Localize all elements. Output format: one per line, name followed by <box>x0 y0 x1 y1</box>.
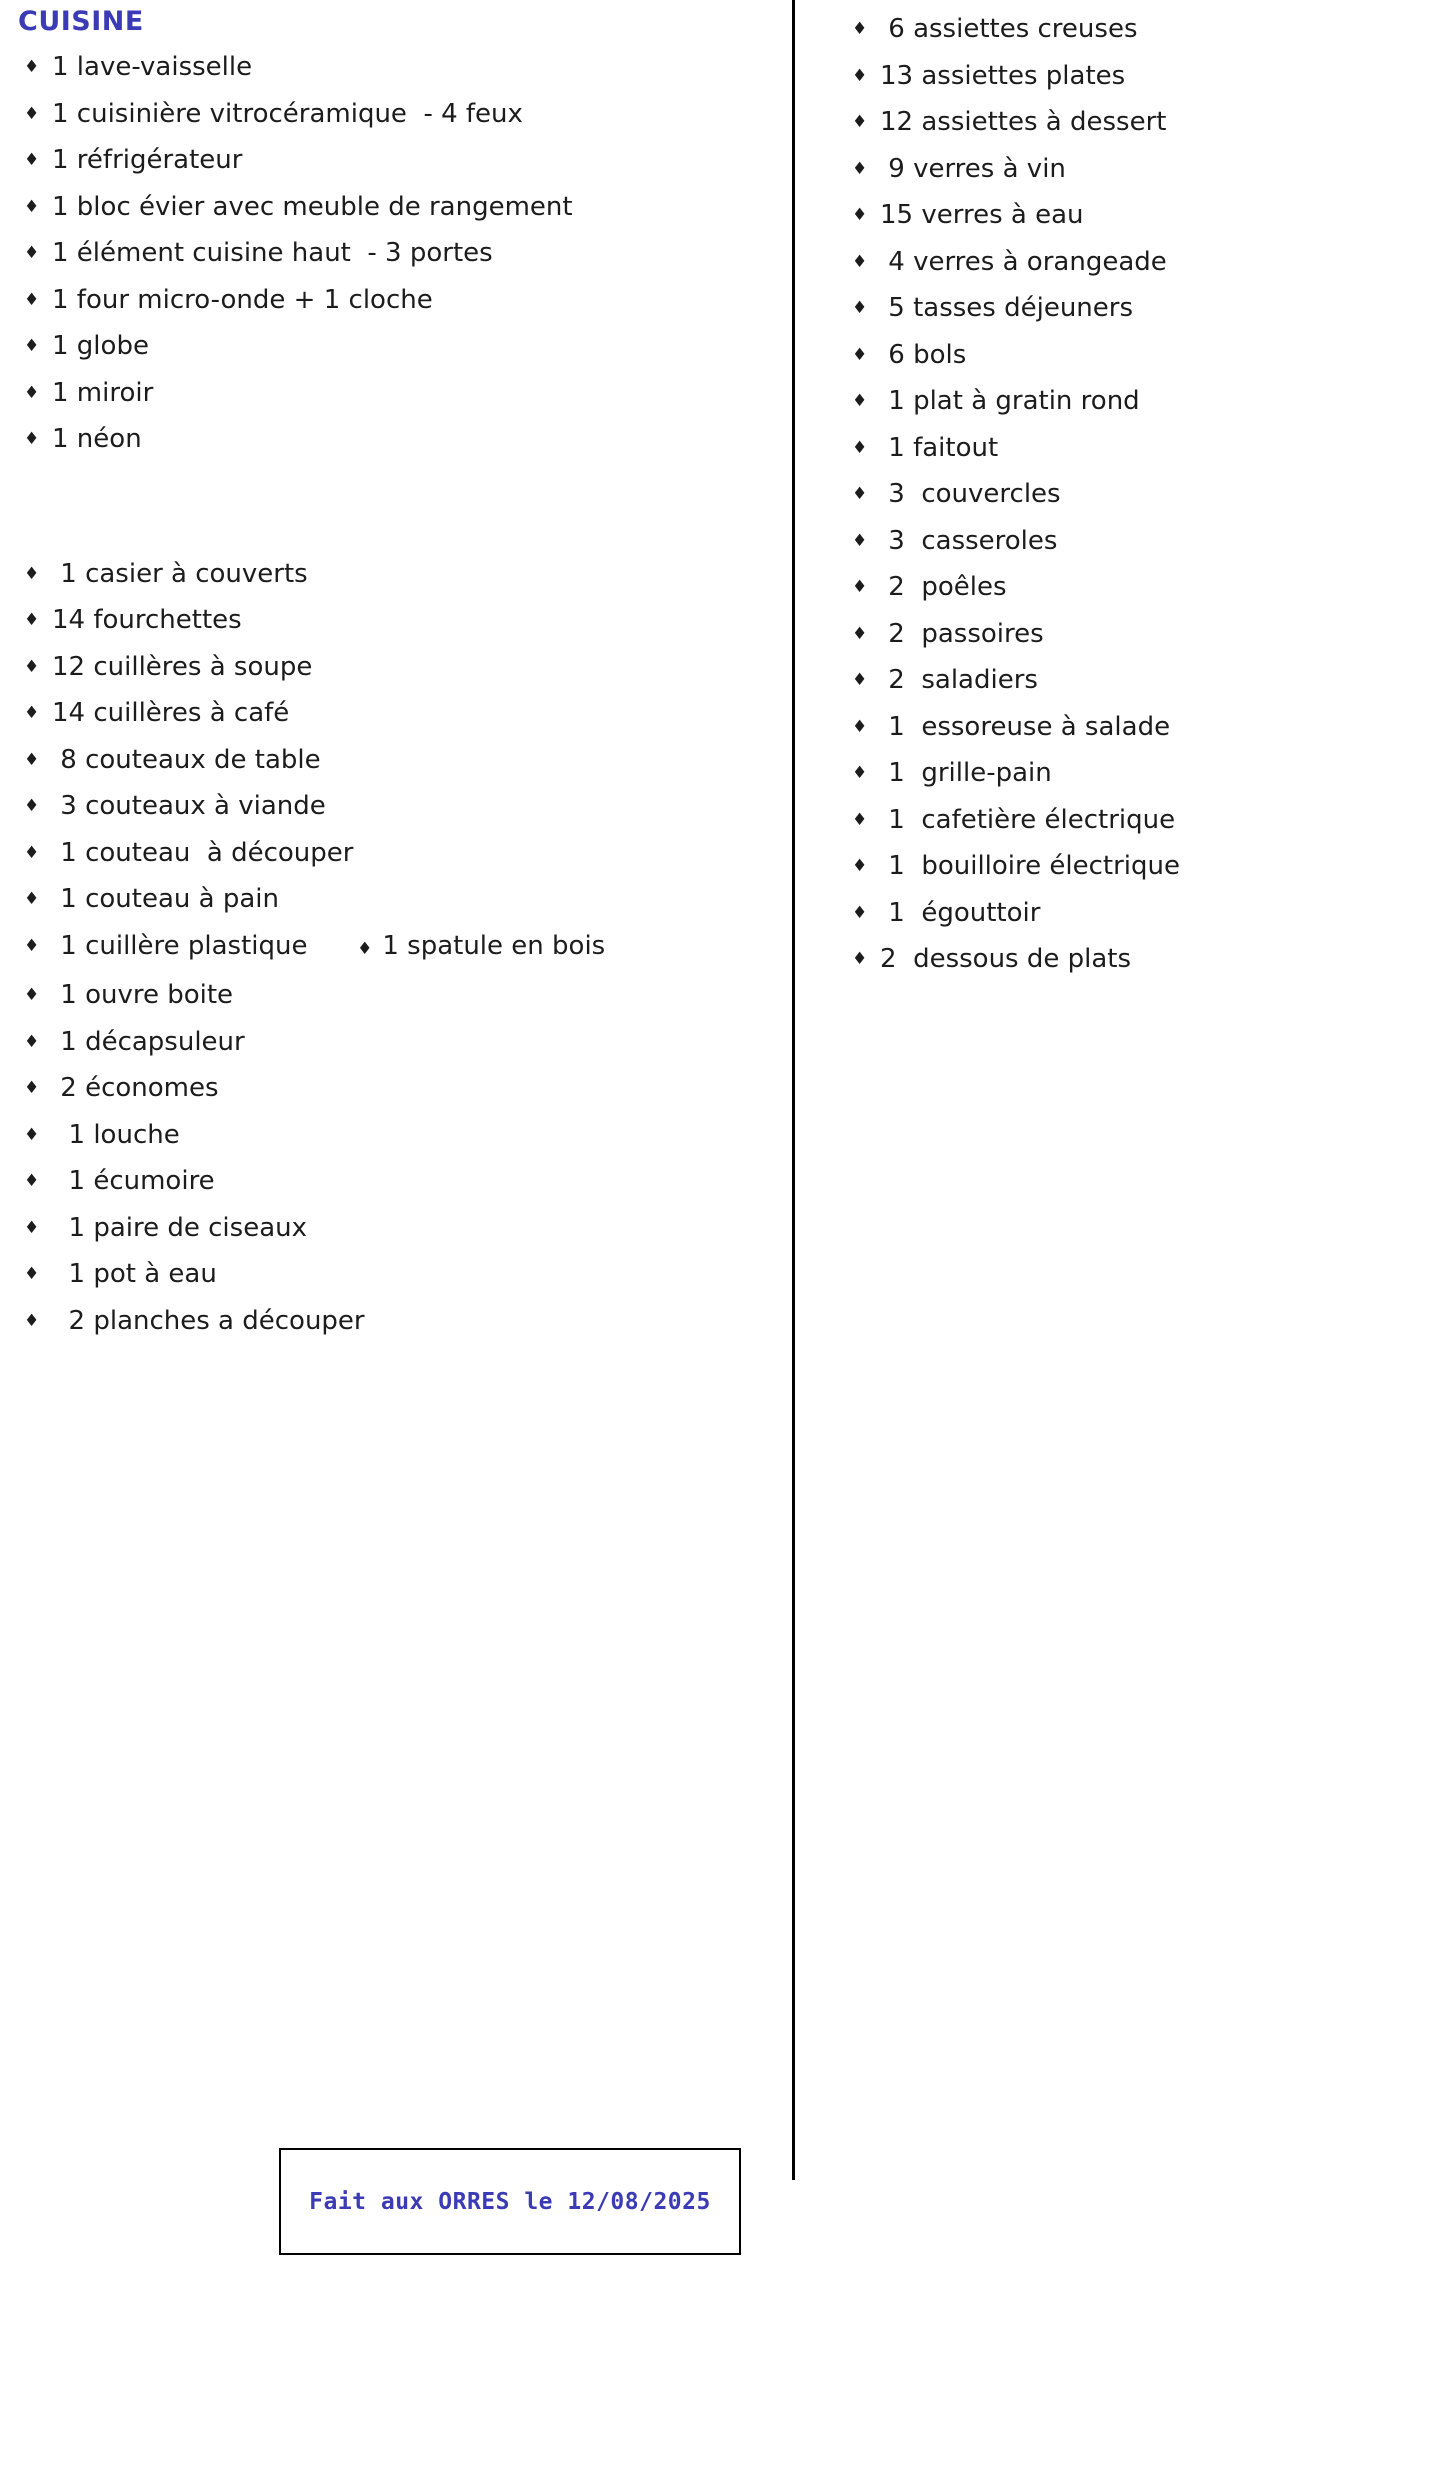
list-item <box>18 277 774 324</box>
list-item-label: 1 faitout <box>880 432 999 463</box>
list-item-label: 1 lave-vaisselle <box>52 52 253 83</box>
list-item-label: 9 verres à vin <box>880 153 1066 184</box>
bullet-icon: ♦ <box>24 289 40 310</box>
bullet-icon: ♦ <box>24 749 40 770</box>
list-item-label: 1 globe <box>52 331 149 362</box>
inline-extra-label: 1 spatule en bois <box>382 930 606 961</box>
bullet-icon: ♦ <box>24 1078 40 1099</box>
list-item <box>18 830 774 877</box>
list-item-label: 3 casseroles <box>880 525 1058 556</box>
list-item-label: 5 tasses déjeuners <box>880 293 1134 323</box>
list-item <box>18 551 774 598</box>
bullet-icon: ♦ <box>852 344 868 365</box>
list-item <box>18 972 774 1019</box>
list-item <box>18 1251 774 1298</box>
list-item-label: 2 saladiers <box>880 665 1038 695</box>
bullet-icon: ♦ <box>24 935 40 956</box>
list-item-label: 1 réfrigérateur <box>52 145 243 176</box>
bullet-icon: ♦ <box>24 842 40 863</box>
list-item <box>846 425 1422 472</box>
left-column <box>0 0 792 1344</box>
list-item <box>18 230 774 277</box>
list-item <box>846 657 1422 704</box>
bullet-icon: ♦ <box>852 809 868 830</box>
list-item-label: 14 cuillères à café <box>52 698 290 729</box>
list-item <box>846 239 1422 286</box>
list-item-label: 15 verres à eau <box>880 200 1084 230</box>
list-item-label: 2 planches a découper <box>52 1305 365 1336</box>
list-item <box>846 564 1422 611</box>
bullet-icon: ♦ <box>24 57 40 78</box>
bullet-icon: ♦ <box>24 1031 40 1052</box>
list-item <box>18 690 774 737</box>
list-item-label: 3 couvercles <box>880 479 1061 509</box>
list-item <box>846 332 1422 379</box>
list-item <box>18 323 774 370</box>
list-item <box>846 378 1422 425</box>
bullet-icon: ♦ <box>852 670 868 690</box>
bullet-icon: ♦ <box>852 391 868 411</box>
list-item <box>846 146 1422 193</box>
list-item-label: 1 égouttoir <box>880 897 1041 928</box>
bullet-icon: ♦ <box>24 103 40 124</box>
list-item <box>18 1298 774 1345</box>
right-column <box>792 0 1440 983</box>
bullet-icon: ♦ <box>24 1217 40 1238</box>
list-item-label: 1 pot à eau <box>52 1259 217 1290</box>
list-item <box>18 44 774 91</box>
bullet-icon: ♦ <box>24 1310 40 1331</box>
list-item-label: 2 dessous de plats <box>880 944 1132 974</box>
page-title: CUISINE <box>18 6 144 37</box>
list-item-label: 1 bouilloire électrique <box>880 851 1181 881</box>
bullet-icon: ♦ <box>24 563 40 584</box>
list-item-label: 12 assiettes à dessert <box>880 107 1167 137</box>
list-item <box>18 644 774 691</box>
bullet-icon: ♦ <box>852 251 868 272</box>
list-gap <box>18 463 774 551</box>
list-item <box>846 843 1422 890</box>
list-item-label: 6 bols <box>880 339 967 370</box>
list-item <box>846 518 1422 565</box>
list-item-label: 1 louche <box>52 1119 180 1150</box>
bullet-icon: ♦ <box>852 112 868 132</box>
list-item <box>846 611 1422 658</box>
list-item <box>18 370 774 417</box>
list-item-label: 1 néon <box>52 424 142 455</box>
list-item <box>18 737 774 784</box>
kitchen-utensils-list <box>18 551 774 1345</box>
list-item-label: 1 grille-pain <box>880 758 1052 788</box>
list-item-label: 1 cuisinière vitrocéramique - 4 feux <box>52 98 523 129</box>
list-item-label: 1 bloc évier avec meuble de rangement <box>52 191 573 222</box>
list-item-label: 1 couteau à pain <box>52 884 279 915</box>
list-item <box>18 597 774 644</box>
list-item <box>18 137 774 184</box>
list-item <box>18 876 774 923</box>
kitchen-equipment-list <box>18 44 774 463</box>
bullet-icon: ♦ <box>24 1171 40 1192</box>
bullet-icon: ♦ <box>357 938 373 959</box>
bullet-icon: ♦ <box>24 429 40 450</box>
list-item <box>846 53 1422 100</box>
list-item-label: 1 décapsuleur <box>52 1026 245 1057</box>
bullet-icon: ♦ <box>24 1124 40 1145</box>
list-item <box>18 1019 774 1066</box>
bullet-icon: ♦ <box>852 437 868 458</box>
bullet-icon: ♦ <box>24 1264 40 1285</box>
bullet-icon: ♦ <box>852 530 868 551</box>
list-item <box>846 285 1422 332</box>
list-item <box>18 1112 774 1159</box>
bullet-icon: ♦ <box>852 158 868 179</box>
tableware-list <box>846 6 1422 983</box>
bullet-icon: ♦ <box>24 336 40 357</box>
list-item <box>18 1205 774 1252</box>
bullet-icon: ♦ <box>24 656 40 677</box>
list-item <box>846 936 1422 983</box>
list-item-label: 14 fourchettes <box>52 605 242 636</box>
inline-extra-item <box>308 931 606 961</box>
bullet-icon: ♦ <box>852 763 868 783</box>
list-item-label: 1 ouvre boite <box>52 980 234 1011</box>
bullet-icon: ♦ <box>852 19 868 39</box>
list-item <box>846 192 1422 239</box>
list-item <box>18 91 774 138</box>
list-item-label: 1 casier à couverts <box>52 558 308 589</box>
bullet-icon: ♦ <box>24 796 40 817</box>
list-item-label: 4 verres à orangeade <box>880 246 1167 277</box>
bullet-icon: ♦ <box>852 205 868 225</box>
list-item <box>846 890 1422 937</box>
bullet-icon: ♦ <box>24 196 40 217</box>
list-item <box>846 797 1422 844</box>
list-item-label: 1 paire de ciseaux <box>52 1212 307 1243</box>
bullet-icon: ♦ <box>852 298 868 318</box>
list-item-label: 1 cafetière électrique <box>880 804 1176 835</box>
bullet-icon: ♦ <box>852 856 868 876</box>
list-item <box>18 1065 774 1112</box>
list-item-label: 6 assiettes creuses <box>880 14 1138 44</box>
list-item-label: 1 essoreuse à salade <box>880 711 1171 742</box>
list-item-label: 1 élément cuisine haut - 3 portes <box>52 238 493 269</box>
bullet-icon: ♦ <box>852 484 868 504</box>
list-item <box>846 6 1422 53</box>
list-item-label: 8 couteaux de table <box>52 744 321 775</box>
bullet-icon: ♦ <box>24 610 40 631</box>
bullet-icon: ♦ <box>24 889 40 910</box>
list-item-label: 13 assiettes plates <box>880 60 1126 91</box>
footer-text: Fait aux ORRES le 12/08/2025 <box>309 2188 711 2215</box>
bullet-icon: ♦ <box>852 716 868 737</box>
bullet-icon: ♦ <box>852 902 868 923</box>
bullet-icon: ♦ <box>852 623 868 644</box>
list-item-label: 1 plat à gratin rond <box>880 386 1140 416</box>
list-item-label: 2 passoires <box>880 618 1044 649</box>
list-item <box>846 471 1422 518</box>
list-item <box>18 184 774 231</box>
bullet-icon: ♦ <box>24 382 40 403</box>
list-item <box>846 99 1422 146</box>
bullet-icon: ♦ <box>24 703 40 724</box>
list-item <box>846 750 1422 797</box>
list-item-label: 1 couteau à découper <box>52 837 354 868</box>
list-item-label: 1 cuillère plastique <box>52 930 308 961</box>
list-item-label: 3 couteaux à viande <box>52 791 326 822</box>
footer-box <box>279 2148 741 2255</box>
list-item <box>18 1158 774 1205</box>
list-item <box>846 704 1422 751</box>
list-item-label: 1 miroir <box>52 377 154 408</box>
list-item <box>18 923 774 973</box>
bullet-icon: ♦ <box>24 243 40 264</box>
list-item-label: 1 écumoire <box>52 1166 215 1197</box>
list-item <box>18 416 774 463</box>
list-item-label: 2 poêles <box>880 572 1007 602</box>
bullet-icon: ♦ <box>852 949 868 969</box>
list-item-label: 12 cuillères à soupe <box>52 651 313 682</box>
list-item <box>18 783 774 830</box>
bullet-icon: ♦ <box>24 985 40 1006</box>
bullet-icon: ♦ <box>852 577 868 597</box>
bullet-icon: ♦ <box>24 150 40 171</box>
list-item-label: 1 four micro-onde + 1 cloche <box>52 284 433 315</box>
list-item-label: 2 économes <box>52 1073 219 1104</box>
bullet-icon: ♦ <box>852 65 868 86</box>
